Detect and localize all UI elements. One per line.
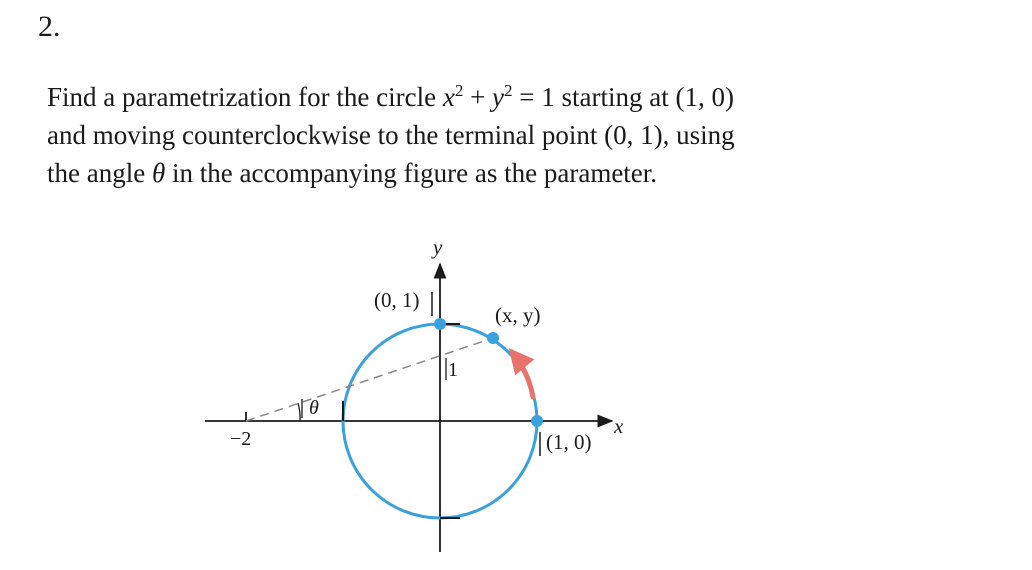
point-top xyxy=(434,318,446,330)
equation-rest: = 1 starting at (1, 0) xyxy=(512,82,734,112)
point-xy xyxy=(487,332,499,344)
theta-symbol: θ xyxy=(151,158,166,188)
tick-label-minus-2: −2 xyxy=(230,428,252,450)
problem-text-part: Find a parametrization for the circle xyxy=(47,82,443,112)
y-axis-label: y xyxy=(433,235,443,259)
problem-text-part: in the accompanying figure as the parameter. xyxy=(165,158,658,188)
problem-text-part: the angle xyxy=(47,158,152,188)
problem-line-2: and moving counterclockwise to the terminal point (0, 1), using xyxy=(47,120,735,150)
equation-x: x xyxy=(442,82,455,112)
equation-plus: + xyxy=(463,82,493,112)
point-top-label: (0, 1) xyxy=(374,288,420,312)
angle-arc xyxy=(298,403,300,421)
equation-exponent-x: 2 xyxy=(454,81,464,100)
point-right xyxy=(531,415,543,427)
angle-label: θ xyxy=(309,397,319,419)
direction-arrow xyxy=(512,352,533,397)
equation-y: y xyxy=(492,82,505,112)
point-xy-label: (x, y) xyxy=(495,303,541,327)
point-right-label: (1, 0) xyxy=(546,430,592,454)
segment-label: 1 xyxy=(448,359,458,381)
equation-exponent-y: 2 xyxy=(504,81,513,100)
problem-number: 2. xyxy=(38,10,61,43)
x-axis-label: x xyxy=(614,414,624,438)
